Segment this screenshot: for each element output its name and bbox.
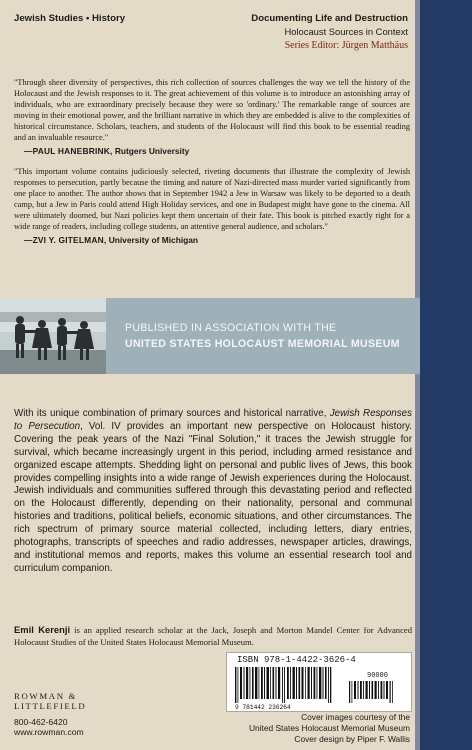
author-name: Emil Kerenji xyxy=(14,624,71,635)
price-code: 90000 xyxy=(367,672,389,680)
publisher-block xyxy=(14,691,124,737)
publisher-name-line1: ROWMAN & xyxy=(14,691,77,701)
cover-credits xyxy=(249,712,410,745)
credit-line: United States Holocaust Memorial Museum xyxy=(248,723,410,733)
endorser-name: —PAUL HANEBRINK, xyxy=(24,146,113,156)
subject-category: Jewish Studies • History xyxy=(14,13,126,24)
endorser-affiliation: University of Michigan xyxy=(108,235,199,245)
author-bio-text: is an applied research scholar at the Jack, Joseph and Morton Mandel Center for Advanced Holocaust Studies of the United States Holocaust Memorial Museum. xyxy=(14,625,412,647)
endorser-affiliation: Rutgers University xyxy=(114,146,190,156)
endorsement-quote: "This important volume contains judiciously selected, riveting documents that illustrate the complexity of Jewish responses to persecution, partly because the timing and nature of Nazi-directed mass murder varied significantly from one place to another. The author shows that in September 1942 a Jew in Warsaw was likely to be deported to a death camp, but a Jew in Paris could attend High Holiday services, and one in Budapest might have gone to the cinema. All were ultimately doomed, but Nazi policies kept them uncertain of their fate. This book is pitched exactly right for a wide range of readers, including college students, an attentive general audience, and scholars." xyxy=(14,167,410,231)
credit-line: Cover images courtesy of the xyxy=(301,712,410,722)
isbn-number: ISBN 978-1-4422-3626-4 xyxy=(237,655,356,665)
endorser-name: —ZVI Y. GITELMAN, xyxy=(24,235,107,245)
endorsement-attribution xyxy=(24,235,410,245)
endorsement-quote: "Through sheer diversity of perspectives, this rich collection of sources challenges the way we tell the history of the Holocaust and the Jewish responses to it. The great achievement of this volume is to introduce an astonishing array of individuals, who are extraordinary precisely because they were so 'ordinary.' The remarkable range of sources are moving in their emotional power, and the brilliant narrative in which they are embedded is alive to the complexities of historical circumstance. Scholars, teachers, and students of the Holocaust will find this book to be essential reading and an invaluable resource." xyxy=(14,78,410,142)
author-bio xyxy=(14,624,412,648)
credit-line: Cover design by Piper F. Wallis xyxy=(294,734,410,744)
svg-text:9 781442 236264: 9 781442 236264 xyxy=(235,704,291,711)
museum-name: UNITED STATES HOLOCAUST MEMORIAL MUSEUM xyxy=(125,338,400,350)
book-title-italic: Jewish Responses to Persecution xyxy=(14,408,413,432)
book-spine xyxy=(420,0,472,750)
archival-photo xyxy=(0,298,106,374)
barcode-icon xyxy=(227,653,411,711)
endorsement-attribution xyxy=(24,146,410,156)
publisher-website: www.rowman.com xyxy=(14,727,84,737)
endorsements xyxy=(14,77,410,245)
barcode-panel xyxy=(226,652,412,712)
publisher-phone: 800-462-6420 xyxy=(14,717,68,727)
series-editor: Series Editor: Jürgen Matthäus xyxy=(284,40,408,51)
series-subtitle: Holocaust Sources in Context xyxy=(284,26,408,37)
museum-banner xyxy=(0,298,420,374)
book-description: With its unique combination of primary sources and historical narrative, Jewish Responses to Persecution, Vol. IV provides an important new perspective on Holocaust history. Covering the peak years of the Nazi "Final Solution," it traces the Jewish struggle for survival, which became increasingly urgent in this period, including armed resistance and organized escape attempts. Shedding light on personal and public lives of Jews, this book provides compelling insights into a wide range of Jewish experiences during the Holocaust. Jewish individuals and communities suffered through this devastating period and reflected on the Holocaust differently, depending on their nationality, personal and communal histories and traditions, political beliefs, economic situations, and other circumstances. The rich spectrum of primary source material collected, including letters, diary entries, photographs, transcripts of speeches and radio addresses, newspaper articles, drawings, and institutional memos and reports, makes this volume an essential research tool and curriculum companion. xyxy=(14,408,413,574)
children-playing-photo-icon xyxy=(0,298,106,374)
cover-header xyxy=(14,13,408,61)
series-title: Documenting Life and Destruction xyxy=(251,13,408,24)
publisher-name-line2: LITTLEFIELD xyxy=(14,701,87,711)
association-line: PUBLISHED IN ASSOCIATION WITH THE xyxy=(125,322,337,334)
